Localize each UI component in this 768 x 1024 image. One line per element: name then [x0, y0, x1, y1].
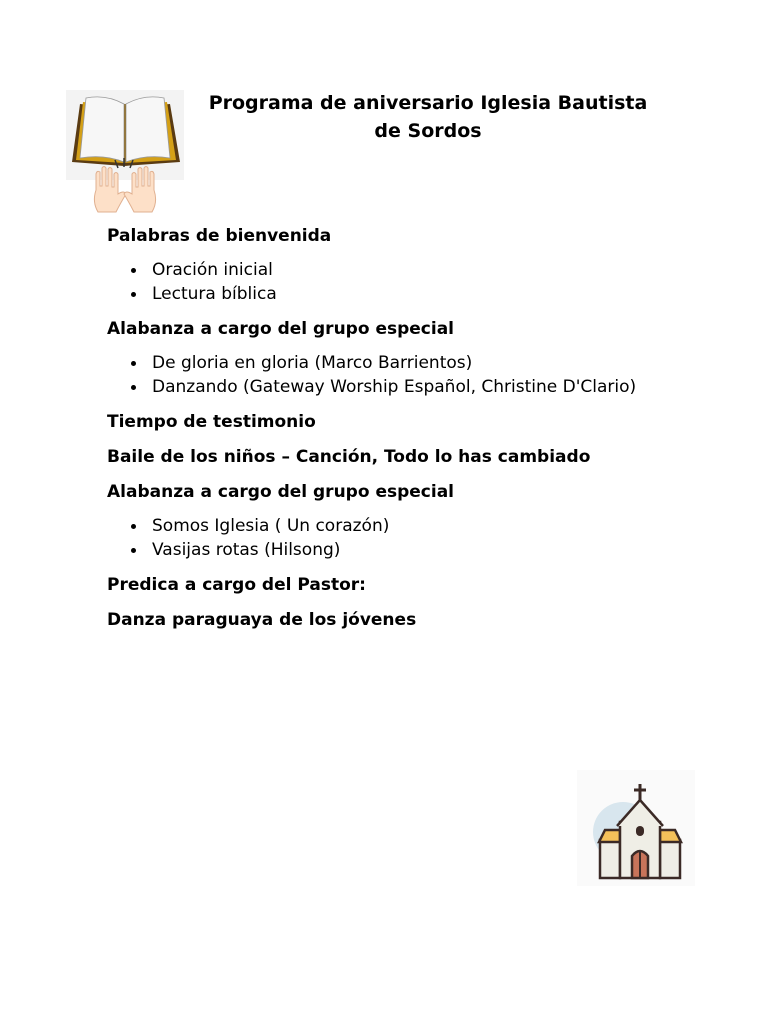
- section-heading: Danza paraguaya de los jóvenes: [107, 610, 417, 630]
- section-heading: Baile de los niños – Canción, Todo lo has cambiado: [107, 447, 591, 467]
- section-heading: Predica a cargo del Pastor:: [107, 575, 366, 595]
- section-heading: Alabanza a cargo del grupo especial: [107, 482, 454, 502]
- list-item: [131, 538, 727, 562]
- list-item: [131, 375, 727, 399]
- program-list: [107, 224, 727, 643]
- list-item: [131, 258, 727, 282]
- bullet-icon: [131, 524, 136, 529]
- list-item-text: Danzando (Gateway Worship Español, Christine D'Clario): [152, 377, 637, 397]
- list-item-text: Vasijas rotas (Hilsong): [152, 540, 341, 560]
- section-heading: Tiempo de testimonio: [107, 412, 316, 432]
- list-item: [131, 514, 727, 538]
- list-item-text: Oración inicial: [152, 260, 273, 280]
- list-item-text: Lectura bíblica: [152, 284, 277, 304]
- list-item-text: Somos Iglesia ( Un corazón): [152, 516, 390, 536]
- section-heading: Palabras de bienvenida: [107, 226, 332, 246]
- bullet-icon: [131, 268, 136, 273]
- title-line-2: de Sordos: [374, 120, 482, 142]
- list-item: [131, 282, 727, 306]
- bullet-list: [107, 351, 727, 399]
- section-heading: Alabanza a cargo del grupo especial: [107, 319, 454, 339]
- title-line-1: Programa de aniversario Iglesia Bautista: [208, 92, 648, 114]
- list-item-text: De gloria en gloria (Marco Barrientos): [152, 353, 473, 373]
- list-item: [131, 351, 727, 375]
- bullet-icon: [131, 548, 136, 553]
- bullet-icon: [131, 361, 136, 366]
- bullet-list: [107, 514, 727, 562]
- bullet-list: [107, 258, 727, 306]
- bullet-icon: [131, 385, 136, 390]
- bible-hands-icon: [66, 90, 184, 215]
- bullet-icon: [131, 292, 136, 297]
- church-icon: [577, 770, 695, 886]
- page-title: [190, 89, 666, 145]
